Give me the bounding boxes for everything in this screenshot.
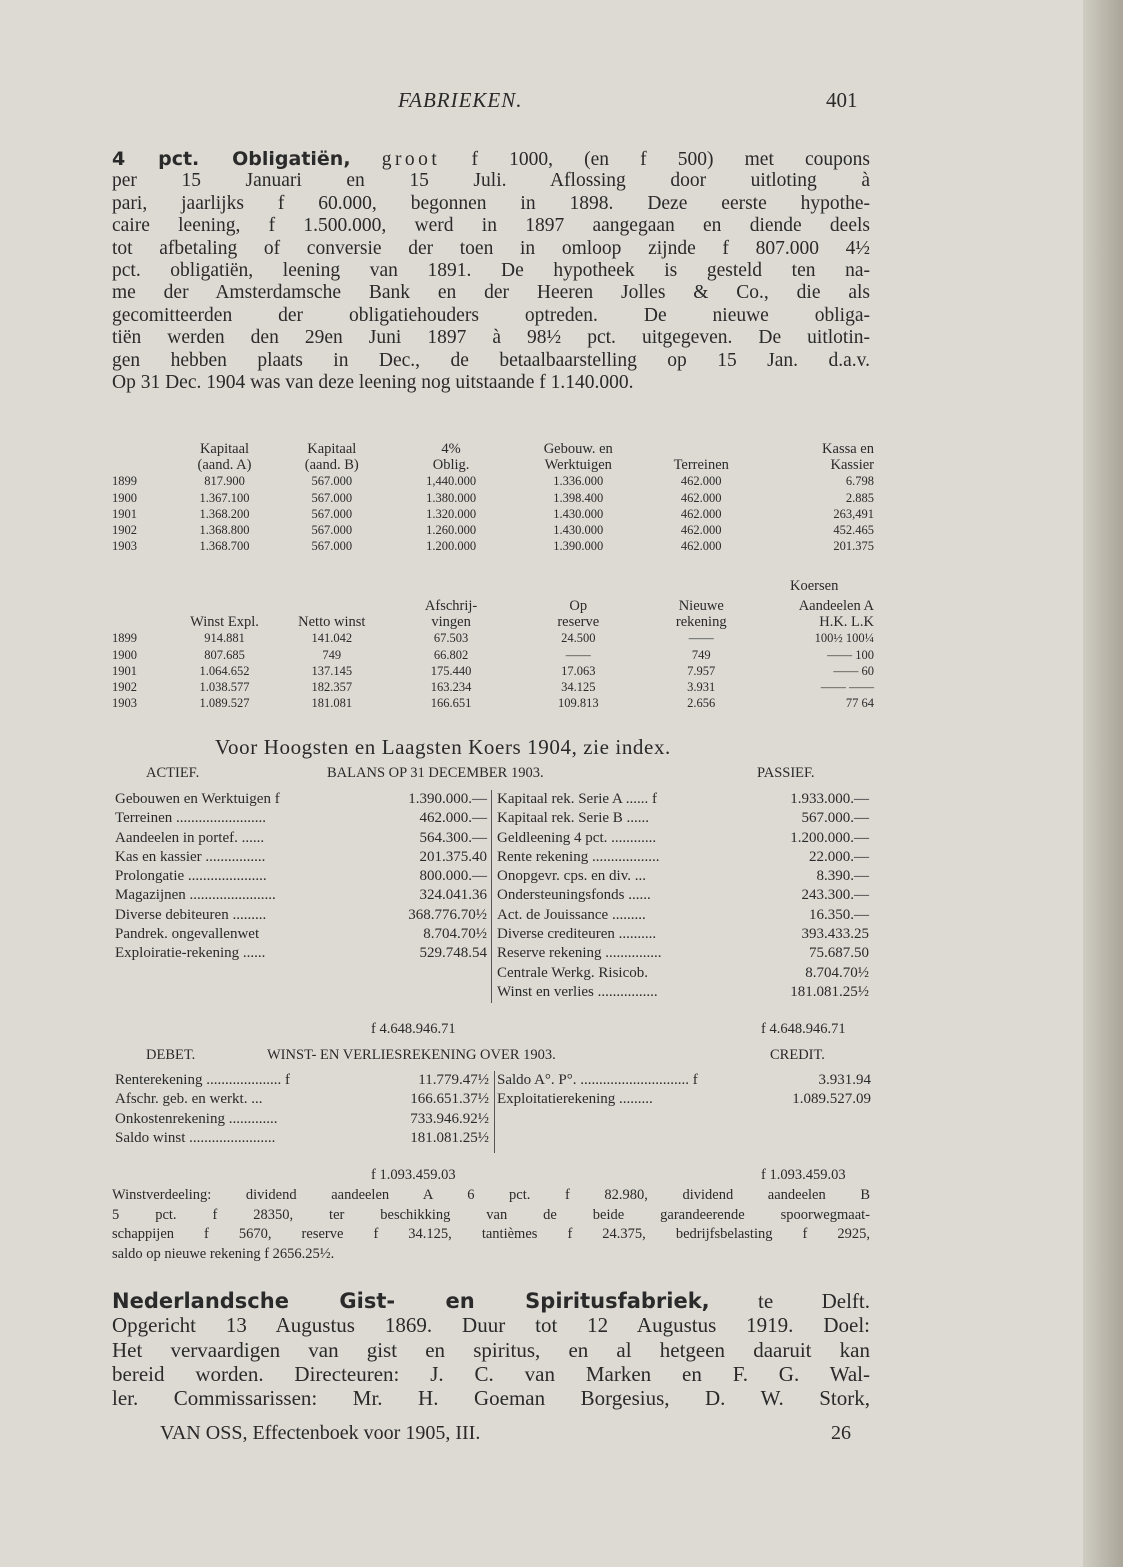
list-item: Rente rekening .................. 22.000.—	[497, 848, 869, 865]
text-line: ler. Commissarissen: Mr. H. Goeman Borgesius, D. W. Stork,	[112, 1386, 870, 1411]
table-row: 1901 1.368.200 567.000 1.320.000 1.430.000 462.000 263,491	[112, 506, 874, 521]
text-line: schappijen f 5670, reserve f 34.125, tantièmes f 24.375, bedrijfsbelasting f 2925,	[112, 1226, 870, 1242]
text-line: gen hebben plaats in Dec., de betaalbaarstelling op 15 Jan. d.a.v.	[112, 349, 870, 371]
text-line: tot afbetaling of conversie der toen in omloop zijnde f 807.000 4½	[112, 237, 870, 259]
winstverdeeling-paragraph	[112, 1186, 870, 1264]
table-header-row: Kapitaal Kapitaal 4% Gebouw. en Kassa en	[199, 441, 874, 457]
list-item: Magazijnen ....................... 324.041.36	[115, 887, 487, 904]
list-item: Kapitaal rek. Serie B ...... 567.000.—	[497, 810, 869, 827]
list-item: Gebouwen en Werktuigen f 1.390.000.—	[115, 791, 487, 807]
list-item: Diverse debiteuren ......... 368.776.70½	[115, 906, 487, 923]
text-line: Op 31 Dec. 1904 was van deze leening nog uitstaande f 1.140.000.	[112, 371, 634, 393]
table-row: 1900 807.685 749 66.802 —— 749 —— 100	[112, 647, 874, 662]
gist-paragraph	[112, 1289, 870, 1410]
text-line: Nederlandsche Gist- en Spiritusfabriek, te Delft.	[112, 1289, 870, 1313]
text-line: Winstverdeeling: dividend aandeelen A 6 pct. f 82.980, dividend aandeelen B	[112, 1187, 870, 1203]
list-item: Exploitatierekening ......... 1.089.527.09	[497, 1091, 871, 1108]
page-number: 401	[826, 88, 858, 112]
table-row: 1902 1.038.577 182.357 163.234 34.125 3.931 —— ——	[112, 680, 874, 695]
list-item: Geldleening 4 pct. ............ 1.200.000.—	[497, 829, 869, 846]
text-line: 5 pct. f 28350, ter beschikking van de beide garandeerende spoorwegmaat-	[112, 1206, 870, 1223]
actief-list	[115, 790, 487, 964]
list-item: Act. de Jouissance ......... 16.350.—	[497, 906, 869, 923]
wv-title: WINST- EN VERLIESREKENING OVER 1903.	[267, 1047, 556, 1063]
wv-total-credit: f 1.093.459.03	[761, 1167, 846, 1183]
table-row: 1899 914.881 141.042 67.503 24.500 —— 100½ 100¼	[112, 631, 874, 646]
koers-note: Voor Hoogsten en Laagsten Koers 1904, zie index.	[215, 735, 671, 759]
list-item: Onopgevr. cps. en div. ... 8.390.—	[497, 868, 869, 885]
book-spine	[1083, 0, 1123, 1567]
text-line: 4 pct. Obligatiën, groot f 1000, (en f 500) met coupons	[112, 148, 870, 170]
credit-list	[497, 1071, 871, 1110]
table-header-row: Afschrij- Op Nieuwe Aandeelen A	[424, 598, 874, 614]
list-item: Kapitaal rek. Serie A ...... f 1.933.000.—	[497, 791, 869, 807]
list-item: Saldo A°. P°. ............................. f 3.931.94	[497, 1072, 871, 1088]
list-item: Exploiratie-rekening ...... 529.748.54	[115, 945, 487, 962]
balans-total-actief: f 4.648.946.71	[371, 1021, 456, 1037]
list-item: Reserve rekening ............... 75.687.50	[497, 945, 869, 962]
table-row: 1901 1.064.652 137.145 175.440 17.063 7.957 —— 60	[112, 663, 874, 678]
table-row: 1903 1.089.527 181.081 166.651 109.813 2.656 77 64	[112, 696, 874, 711]
list-item: Prolongatie ..................... 800.000.—	[115, 868, 487, 885]
wv-debet-title: DEBET.	[146, 1047, 196, 1063]
list-item: Onkostenrekening ............. 733.946.92½	[115, 1110, 489, 1127]
table-row: 1900 1.367.100 567.000 1.380.000 1.398.400 462.000 2.885	[112, 490, 874, 505]
text-line: tiën werden den 29en Juni 1897 à 98½ pct. uitgegeven. De uitlotin-	[112, 327, 870, 349]
wv-credit-title: CREDIT.	[770, 1047, 825, 1063]
obligatien-paragraph	[112, 148, 870, 394]
text-line: Het vervaardigen van gist en spiritus, en al hetgeen daaruit kan	[112, 1337, 870, 1362]
text-line: me der Amsterdamsche Bank en der Heeren Jolles & Co., die als	[112, 282, 870, 304]
text-line: pari, jaarlijks f 60.000, begonnen in 1898. Deze eerste hypothe-	[112, 192, 870, 214]
list-item: Afschr. geb. en werkt. ... 166.651.37½	[115, 1091, 489, 1108]
wv-total-debet: f 1.093.459.03	[371, 1167, 456, 1183]
table-row: 1899 817.900 567.000 1,440.000 1.336.000 462.000 6.798	[112, 474, 874, 489]
list-item: Aandeelen in portef. ...... 564.300.—	[115, 829, 487, 846]
capital-table	[112, 441, 874, 554]
balans-total-passief: f 4.648.946.71	[761, 1021, 846, 1037]
table-header-row: (aand. A) (aand. B) Oblig. Werktuigen Terreinen Kassier	[197, 457, 874, 474]
company-heading: Nederlandsche Gist- en Spiritusfabriek,	[112, 1289, 710, 1313]
list-item: Winst en verlies ................ 181.081.25½	[497, 983, 869, 1000]
table-header-row: Winst Expl. Netto winst vingen reserve rekening H.K. L.K	[190, 614, 874, 631]
profit-table	[112, 598, 874, 711]
list-item: Diverse crediteuren .......... 393.433.25	[497, 926, 869, 943]
list-item: Ondersteuningsfonds ...... 243.300.—	[497, 887, 869, 904]
footer-source: VAN OSS, Effectenboek voor 1905, III.	[160, 1422, 481, 1444]
text-line: per 15 Januari en 15 Juli. Aflossing door uitloting à	[112, 170, 870, 192]
list-item: Pandrek. ongevallenwet 8.704.70½	[115, 926, 487, 943]
list-item: Centrale Werkg. Risicob. 8.704.70½	[497, 964, 869, 981]
text-line: saldo op nieuwe rekening f 2656.25½.	[112, 1245, 335, 1262]
list-item: Renterekening .................... f 11.779.47½	[115, 1072, 489, 1088]
text-line: bereid worden. Directeuren: J. C. van Marken en F. G. Wal-	[112, 1361, 870, 1386]
debet-list	[115, 1071, 489, 1148]
column-divider	[494, 1071, 495, 1153]
balans-title: BALANS OP 31 DECEMBER 1903.	[327, 765, 544, 781]
text-line: gecomitteerden der obligatiehouders optreden. De nieuwe obliga-	[112, 304, 870, 326]
table-row: 1902 1.368.800 567.000 1.260.000 1.430.000 462.000 452.465	[112, 523, 874, 538]
passief-list	[497, 790, 869, 1002]
table-row: 1903 1.368.700 567.000 1.200.000 1.390.000 462.000 201.375	[112, 539, 874, 554]
running-header-title: FABRIEKEN.	[398, 88, 523, 112]
section-heading: 4 pct. Obligatiën,	[112, 148, 351, 170]
column-divider	[491, 790, 492, 1003]
text-line: pct. obligatiën, leening van 1891. De hypotheek is gesteld ten na-	[112, 259, 870, 281]
list-item: Terreinen ........................ 462.000.—	[115, 810, 487, 827]
list-item: Kas en kassier ................ 201.375.40	[115, 848, 487, 865]
footer-sheet-number: 26	[831, 1422, 851, 1444]
balans-passief-title: PASSIEF.	[757, 765, 815, 781]
list-item: Saldo winst ....................... 181.081.25½	[115, 1129, 489, 1146]
text-line: caire leening, f 1.500.000, werd in 1897 aangegaan en diende deels	[112, 215, 870, 237]
text-line: Opgericht 13 Augustus 1869. Duur tot 12 Augustus 1919. Doel:	[112, 1313, 870, 1338]
balans-actief-title: ACTIEF.	[146, 765, 200, 781]
koersen-header: Koersen	[790, 578, 839, 594]
